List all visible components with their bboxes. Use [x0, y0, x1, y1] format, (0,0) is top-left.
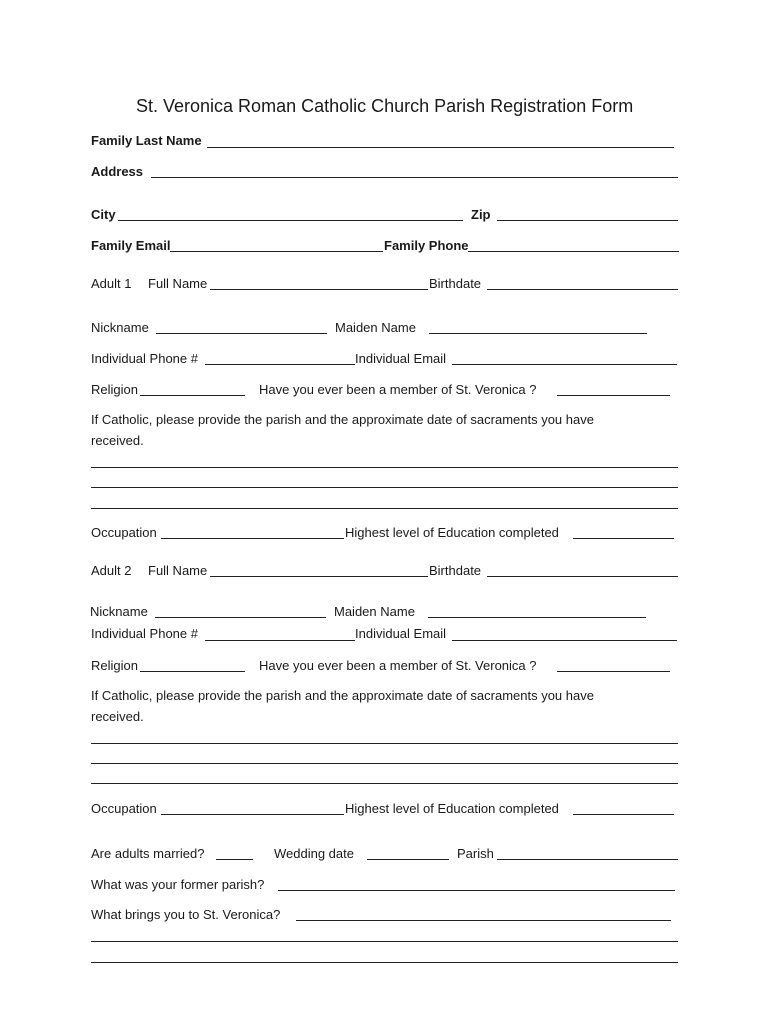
family-email-label: Family Email	[91, 238, 171, 253]
adult2-heading: Adult 2	[91, 563, 132, 578]
adult2-individual-email-field[interactable]	[452, 640, 677, 641]
adult1-education-field[interactable]	[573, 538, 674, 539]
adult2-occupation-label: Occupation	[91, 801, 157, 816]
city-label: City	[91, 207, 116, 222]
adult1-catholic-prompt-line1: If Catholic, please provide the parish and the approximate date of sacraments you have	[91, 412, 594, 427]
adult2-member-question: Have you ever been a member of St. Veronica ?	[259, 658, 537, 673]
family-last-name-label: Family Last Name	[91, 133, 202, 148]
adult1-heading: Adult 1	[91, 276, 132, 291]
brings-you-label: What brings you to St. Veronica?	[91, 907, 281, 922]
adult1-birthdate-field[interactable]	[487, 289, 678, 290]
adult2-education-field[interactable]	[573, 814, 674, 815]
parish-field[interactable]	[497, 859, 678, 860]
adult1-member-question: Have you ever been a member of St. Veronica ?	[259, 382, 537, 397]
adult2-catholic-prompt-line1: If Catholic, please provide the parish and the approximate date of sacraments you have	[91, 688, 594, 703]
address-label: Address	[91, 164, 144, 179]
adult2-birthdate-label: Birthdate	[429, 563, 482, 578]
wedding-date-label: Wedding date	[274, 846, 354, 861]
adult1-birthdate-label: Birthdate	[429, 276, 482, 291]
adult1-member-answer-field[interactable]	[557, 395, 670, 396]
brings-you-field[interactable]	[296, 920, 671, 921]
adult1-individual-email-field[interactable]	[452, 364, 677, 365]
adult2-individual-phone-label: Individual Phone #	[91, 626, 198, 641]
adult2-individual-email-label: Individual Email	[355, 626, 447, 641]
adult1-catholic-prompt-line2: received.	[91, 433, 144, 448]
adult1-maiden-name-label: Maiden Name	[335, 320, 416, 335]
adult2-sacraments-line-1[interactable]	[91, 743, 678, 744]
married-field[interactable]	[216, 859, 253, 860]
adult2-occupation-field[interactable]	[161, 814, 344, 815]
adult1-full-name-field[interactable]	[210, 289, 428, 290]
address-field[interactable]	[151, 177, 678, 178]
adult2-nickname-label: Nickname	[90, 604, 148, 619]
adult1-maiden-name-field[interactable]	[429, 333, 647, 334]
married-label: Are adults married?	[91, 846, 205, 861]
adult1-full-name-label: Full Name	[148, 276, 208, 291]
family-phone-field[interactable]	[468, 251, 679, 252]
adult2-full-name-field[interactable]	[210, 576, 428, 577]
adult2-maiden-name-label: Maiden Name	[334, 604, 415, 619]
adult2-member-answer-field[interactable]	[557, 671, 670, 672]
adult2-education-label: Highest level of Education completed	[345, 801, 559, 816]
adult1-occupation-field[interactable]	[161, 538, 344, 539]
adult2-catholic-prompt-line2: received.	[91, 709, 144, 724]
family-last-name-field[interactable]	[207, 147, 674, 148]
adult1-individual-phone-label: Individual Phone #	[91, 351, 198, 366]
wedding-date-field[interactable]	[367, 859, 449, 860]
former-parish-field[interactable]	[278, 890, 675, 891]
zip-label: Zip	[471, 207, 491, 222]
zip-field[interactable]	[497, 220, 678, 221]
adult2-maiden-name-field[interactable]	[428, 617, 646, 618]
adult1-sacraments-line-1[interactable]	[91, 467, 678, 468]
parish-label: Parish	[457, 846, 494, 861]
adult2-sacraments-line-2[interactable]	[91, 763, 678, 764]
adult2-religion-field[interactable]	[140, 671, 245, 672]
adult2-full-name-label: Full Name	[148, 563, 208, 578]
family-email-field[interactable]	[170, 251, 383, 252]
adult1-sacraments-line-3[interactable]	[91, 508, 678, 509]
page-title: St. Veronica Roman Catholic Church Parish Registration Form	[136, 96, 634, 116]
former-parish-label: What was your former parish?	[91, 877, 265, 892]
adult1-occupation-label: Occupation	[91, 525, 157, 540]
adult2-sacraments-line-3[interactable]	[91, 783, 678, 784]
city-field[interactable]	[118, 220, 463, 221]
adult2-individual-phone-field[interactable]	[205, 640, 355, 641]
adult1-sacraments-line-2[interactable]	[91, 487, 678, 488]
adult1-education-label: Highest level of Education completed	[345, 525, 559, 540]
brings-you-line-3[interactable]	[91, 962, 678, 963]
adult1-individual-email-label: Individual Email	[355, 351, 447, 366]
family-phone-label: Family Phone	[384, 238, 469, 253]
adult2-birthdate-field[interactable]	[487, 576, 678, 577]
adult1-individual-phone-field[interactable]	[205, 364, 355, 365]
adult1-nickname-label: Nickname	[91, 320, 149, 335]
adult2-nickname-field[interactable]	[155, 617, 326, 618]
adult1-nickname-field[interactable]	[156, 333, 327, 334]
adult2-religion-label: Religion	[91, 658, 138, 673]
adult1-religion-field[interactable]	[140, 395, 245, 396]
adult1-religion-label: Religion	[91, 382, 138, 397]
brings-you-line-2[interactable]	[91, 941, 678, 942]
